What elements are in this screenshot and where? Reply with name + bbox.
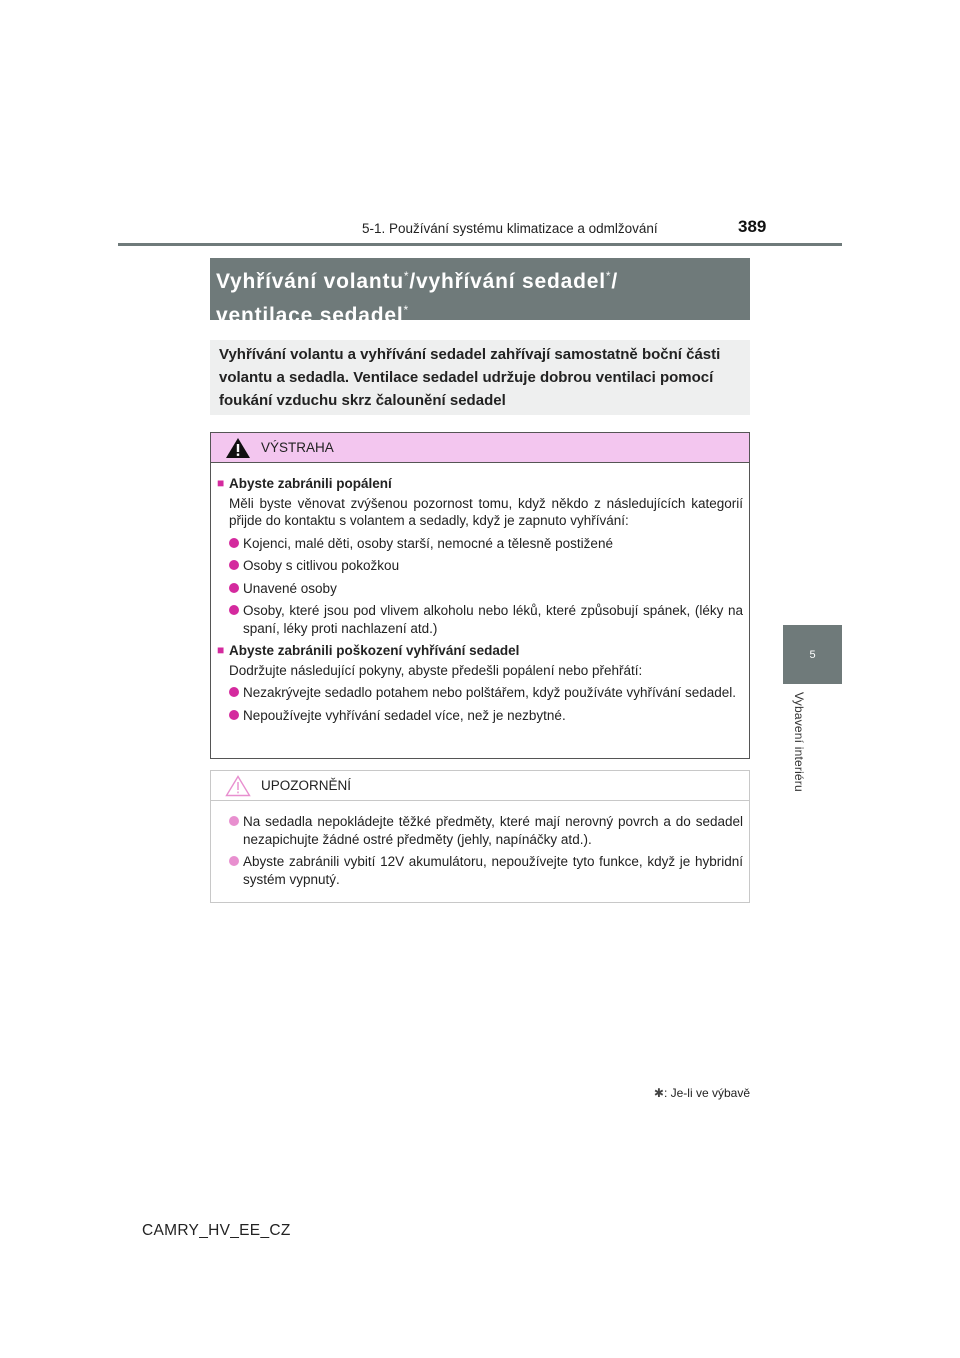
bullet-dot-icon [229, 684, 243, 698]
asterisk-mark: * [403, 269, 410, 283]
list-item: Nepoužívejte vyhřívání sedadel více, než je nezbytné. [229, 707, 743, 725]
caution-heading: UPOZORNĚNÍ [261, 778, 352, 793]
warning-paragraph: Měli byste věnovat zvýšenou pozornost tomu, když někdo z následujících kategorií přijde do kontaktu s volantem a sedadly, když je zapnuto vyhřívání: [229, 495, 743, 528]
warning-header [211, 433, 749, 463]
section-title-line-2: ventilace sedadel* [216, 303, 410, 327]
list-item: Kojenci, malé děti, osoby starší, nemocné a tělesně postižené [229, 535, 743, 553]
header-divider [118, 243, 842, 246]
bullet-dot-icon [229, 813, 243, 827]
list-item: Abyste zabránili vybití 12V akumulátoru, nepoužívejte tyto funkce, když je hybridní systém vypnutý. [229, 853, 743, 888]
square-bullet-icon: ■ [217, 643, 225, 657]
asterisk-mark: * [605, 269, 612, 283]
list-item: Unavené osoby [229, 580, 743, 598]
caution-box [210, 770, 750, 903]
chapter-side-label: Vybavení interiéru [792, 692, 806, 792]
bullet-dot-icon [229, 557, 243, 571]
section-title-box [210, 258, 750, 327]
section-title-line-1: Vyhřívání volantu*/vyhřívání sedadel*/ [216, 269, 618, 293]
list-item: Na sedadla nepokládejte těžké předměty, které mají nerovný povrch a do sedadel nezapichujte žádné ostré předměty (jehly, napínáčky atd.). [229, 813, 743, 848]
footnote: ✱: Je-li ve výbavě [653, 1086, 750, 1100]
bullet-dot-icon [229, 602, 243, 616]
asterisk-mark: ✱ [653, 1086, 664, 1100]
warning-section-title: ■ Abyste zabránili popálení [217, 476, 392, 491]
warning-paragraph: Dodržujte následující pokyny, abyste předešli popálení nebo přehřátí: [229, 662, 643, 678]
warning-body [211, 463, 749, 724]
list-item: Osoby s citlivou pokožkou [229, 557, 743, 575]
caution-body [211, 801, 749, 888]
chapter-tab-number: 5 [809, 648, 816, 661]
chapter-header: 5-1. Používání systému klimatizace a odmlžování [362, 221, 658, 236]
warning-heading: VÝSTRAHA [261, 440, 334, 455]
warning-section-title: ■ Abyste zabránili poškození vyhřívání sedadel [217, 643, 520, 658]
intro-summary: Vyhřívání volantu a vyhřívání sedadel zahřívají samostatně boční části volantu a sedadla. Ventilace sedadel udržuje dobrou ventilaci pomocí foukání vzduchu skrz čalounění sedadel [210, 340, 750, 415]
bullet-dot-icon [229, 853, 243, 867]
chapter-tab [783, 625, 842, 684]
square-bullet-icon: ■ [217, 476, 225, 490]
page-number: 389 [738, 217, 767, 236]
asterisk-mark: * [403, 303, 410, 317]
bullet-dot-icon [229, 535, 243, 549]
caution-triangle-icon [225, 775, 251, 797]
warning-box [210, 432, 750, 759]
bullet-dot-icon [229, 707, 243, 721]
bullet-dot-icon [229, 580, 243, 594]
list-item: Osoby, které jsou pod vlivem alkoholu nebo léků, které způsobují spánek, (léky na spaní, léky proti nachlazení atd.) [229, 602, 743, 637]
document-code: CAMRY_HV_EE_CZ [142, 1222, 291, 1239]
list-item: Nezakrývejte sedadlo potahem nebo polštářem, když používáte vyhřívání sedadel. [229, 684, 743, 702]
warning-triangle-icon [225, 437, 251, 459]
caution-header [211, 771, 749, 801]
